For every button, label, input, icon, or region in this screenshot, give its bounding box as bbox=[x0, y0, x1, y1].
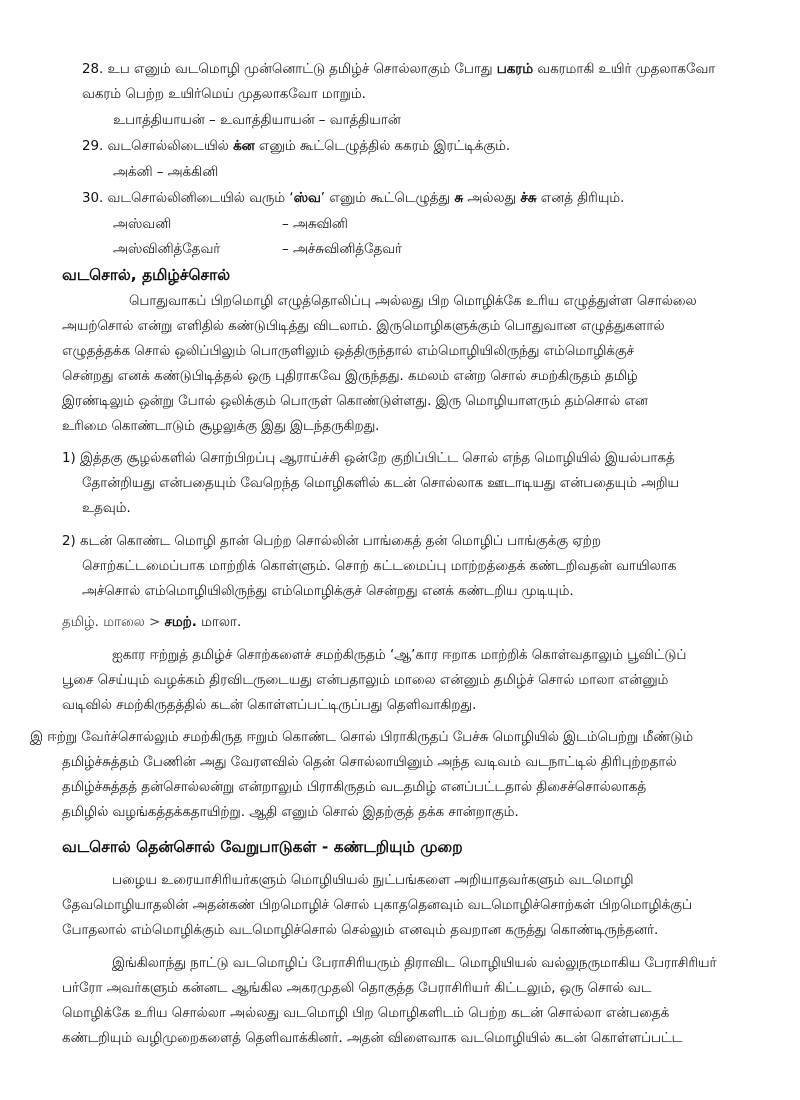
rule-29-text-a: 29. வடசொல்லிடையில் bbox=[82, 139, 234, 154]
rule-29-line bbox=[82, 138, 510, 156]
s2-p1-line-1: பழைய உரையாசிரியர்களும் மொழியியல் நுட்பங்களை அறியாதவர்களும் வடமொழி bbox=[112, 873, 634, 888]
rule-28-text-c: வகரமாகி உயிர் முதலாகவோ bbox=[533, 62, 716, 77]
rule-30-example-2-right: – அச்சுவினித்தேவர் bbox=[282, 242, 402, 257]
rule-30-bold-su: சு bbox=[454, 191, 464, 206]
s1-p1-line-6: உரிமை கொண்டாடும் சூழலுக்கு இது இடந்தருகிறது. bbox=[62, 419, 380, 434]
rule-30-text-e: அல்லது bbox=[463, 191, 521, 206]
s1-p2-line-2: பூசை செய்யும் வழக்கம் திரவிடருடையது என்பதாலும் மாலை என்னும் தமிழ்ச் சொல் மாலா என்னும் bbox=[62, 673, 669, 688]
s2-p1-line-2: தேவமொழியாதலின் அதன்கண் பிறமொழிச் சொல் புகாததெனவும் வடமொழிச்சொற்கள் பிறமொழிக்குப் bbox=[62, 898, 692, 913]
s1-p1-line-2: அயற்சொல் என்று எளிதில் கண்டுபிடித்து விடலாம். இருமொழிகளுக்கும் பொதுவான எழுத்துகளால் bbox=[62, 319, 665, 334]
s1-p2-line-1: ஐகார ஈற்றுத் தமிழ்ச் சொற்களைச் சமற்கிருதம் ‘ஆ’கார ஈறாக மாற்றிக் கொள்வதாலும் பூவிட்டுப் bbox=[112, 648, 687, 663]
rule-28-text-a: 28. உப எனும் வடமொழி முன்னொட்டு தமிழ்ச் சொல்லாகும் போது bbox=[82, 62, 497, 77]
s2-p2-line-2: பர்ரோ அவர்களும் கன்னட ஆங்கில அகரமுதலி தொகுத்த பேராசிரியர் கிட்டலும், ஒரு சொல் வட bbox=[62, 981, 652, 996]
s2-p2-line-4: கண்டறியும் வழிமுறைகளைத் தெளிவாக்கினர். அதன் விளைவாக வடமொழியில் கடன் கொள்ளப்பட்ட bbox=[62, 1031, 683, 1046]
s1-example-tamil: தமிழ். மாலை > bbox=[62, 615, 165, 630]
rule-30-example-1-right: – அசுவினி bbox=[282, 217, 348, 232]
rule-30-text-g: எனத் திரியும். bbox=[536, 191, 625, 206]
s1-p3-line-2: தமிழ்ச்சுத்தம் பேணின் அது வேரளவில் தென் சொல்லாயினும் அந்த வடிவம் வடநாட்டில் திரிபுற்றதால் bbox=[62, 755, 677, 770]
s1-p3-line-4: தமிழில் வழங்கத்தக்கதாயிற்று. ஆதி எனும் சொல் இதற்குத் தக்க சான்றாகும். bbox=[62, 805, 519, 820]
rule-30-bold-swa: ஸ்வ bbox=[293, 191, 321, 206]
rule-30-example-1-left: அஸ்வனி bbox=[113, 217, 172, 232]
s1-item-2-line-1: 2) கடன் கொண்ட மொழி தான் பெற்ற சொல்லின் பாங்கைத் தன் மொழிப் பாங்குக்கு ஏற்ற bbox=[62, 534, 601, 549]
s2-p2-line-3: மொழிக்கே உரிய சொல்லா அல்லது வடமொழி பிற மொழிகளிடம் பெற்ற கடன் சொல்லா என்பதைக் bbox=[62, 1006, 670, 1021]
rule-30-bold-cchu: ச்சு bbox=[520, 191, 537, 206]
section-2-heading: வடசொல் தென்சொல் வேறுபாடுகள் - கண்டறியும் முறை bbox=[62, 838, 463, 856]
s1-example-line bbox=[62, 614, 241, 632]
s2-p2-line-1: இங்கிலாந்து நாட்டு வடமொழிப் பேராசிரியரும் திராவிட மொழியியல் வல்லுநருமாகிய பேராசிரியர் bbox=[112, 956, 717, 971]
s1-example-samar: சமற். bbox=[164, 615, 197, 630]
s1-p2-line-3: வடிவில் சமற்கிருதத்தில் கடன் கொள்ளப்பட்டிருப்பது தெளிவாகிறது. bbox=[62, 698, 477, 713]
s1-item-2-line-3: அச்சொல் எம்மொழியிலிருந்து எம்மொழிக்குச் சென்றது எனக் கண்டறிய முடியும். bbox=[82, 584, 574, 599]
s1-p1-line-4: சென்றது எனக் கண்டுபிடித்தல் ஒரு புதிராகவே இருந்தது. கமலம் என்ற சொல் சமற்கிருதம் தமிழ் bbox=[62, 369, 638, 384]
rule-30-example-2-left: அஸ்வினித்தேவர் bbox=[113, 242, 221, 257]
s1-p1-line-1: பொதுவாகப் பிறமொழி எழுத்தொலிப்பு அல்லது பிற மொழிக்கே உரிய எழுத்துள்ள சொல்லை bbox=[129, 294, 697, 309]
rule-29-example: அக்னி – அக்கினி bbox=[113, 165, 219, 180]
s1-p1-line-3: எழுதத்தக்க சொல் ஒலிப்பிலும் பொருளிலும் ஒத்திருந்தால் எம்மொழியிலிருந்து எம்மொழிக்குச் bbox=[62, 344, 635, 359]
s1-example-mala: மாலா. bbox=[196, 615, 242, 630]
section-1-heading: வடசொல், தமிழ்ச்சொல் bbox=[62, 266, 231, 284]
s1-item-1-line-2: தோன்றியது என்பதையும் வேறெந்த மொழிகளில் கடன் சொல்லாக ஊடாடியது என்பதையும் அறிய bbox=[82, 476, 679, 491]
rule-28-line-1 bbox=[82, 61, 732, 79]
rule-30-line bbox=[82, 190, 624, 208]
s1-p1-line-5: இரண்டிலும் ஒன்று போல் ஒலிக்கும் பொருள் கொண்டுள்ளது. இரு மொழியாளரும் தம்சொல் என bbox=[62, 394, 648, 409]
s1-item-1-line-3: உதவும். bbox=[82, 501, 131, 516]
s1-p3-line-3: தமிழ்ச்சுத்தத் தன்சொல்லன்று என்றாலும் பிராகிருதம் வடதமிழ் எனப்பட்டதால் திசைச்சொல்லாகத் bbox=[62, 780, 647, 795]
rule-28-example: உபாத்தியாயன் – உவாத்தியாயன் – வாத்தியான் bbox=[113, 113, 401, 128]
rule-29-text-c: எனும் கூட்டெழுத்தில் ககரம் இரட்டிக்கும். bbox=[254, 139, 511, 154]
rule-30-text-a: 30. வடசொல்லினிடையில் வரும் ‘ bbox=[82, 191, 294, 206]
s1-item-2-line-2: சொற்கட்டமைப்பாக மாற்றிக் கொள்ளும். சொற் கட்டமைப்பு மாற்றத்தைக் கண்டறிவதன் வாயிலாக bbox=[82, 559, 677, 574]
rule-29-bold: க்ன bbox=[233, 139, 255, 154]
s1-item-1-line-1: 1) இத்தகு சூழல்களில் சொற்பிறப்பு ஆராய்ச்சி ஒன்றே குறிப்பிட்ட சொல் எந்த மொழியில் இயல்பாகத் bbox=[62, 451, 675, 466]
rule-30-text-c: ’ எனும் கூட்டெழுத்து bbox=[320, 191, 455, 206]
s1-p3-line-1: இ ஈற்று வேர்ச்சொல்லும் சமற்கிருத ஈறும் கொண்ட சொல் பிராகிருதப் பேச்சு மொழியில் இடம்பெற்று மீண்டும் bbox=[30, 730, 694, 745]
rule-28-bold: பகரம் bbox=[496, 62, 533, 77]
rule-28-line-2: வகரம் பெற்ற உயிர்மெய் முதலாகவோ மாறும். bbox=[82, 87, 366, 102]
s2-p1-line-3: போதலால் எம்மொழிக்கும் வடமொழிச்சொல் செல்லும் எனவும் தவறான கருத்து கொண்டிருந்தனர். bbox=[62, 923, 659, 938]
